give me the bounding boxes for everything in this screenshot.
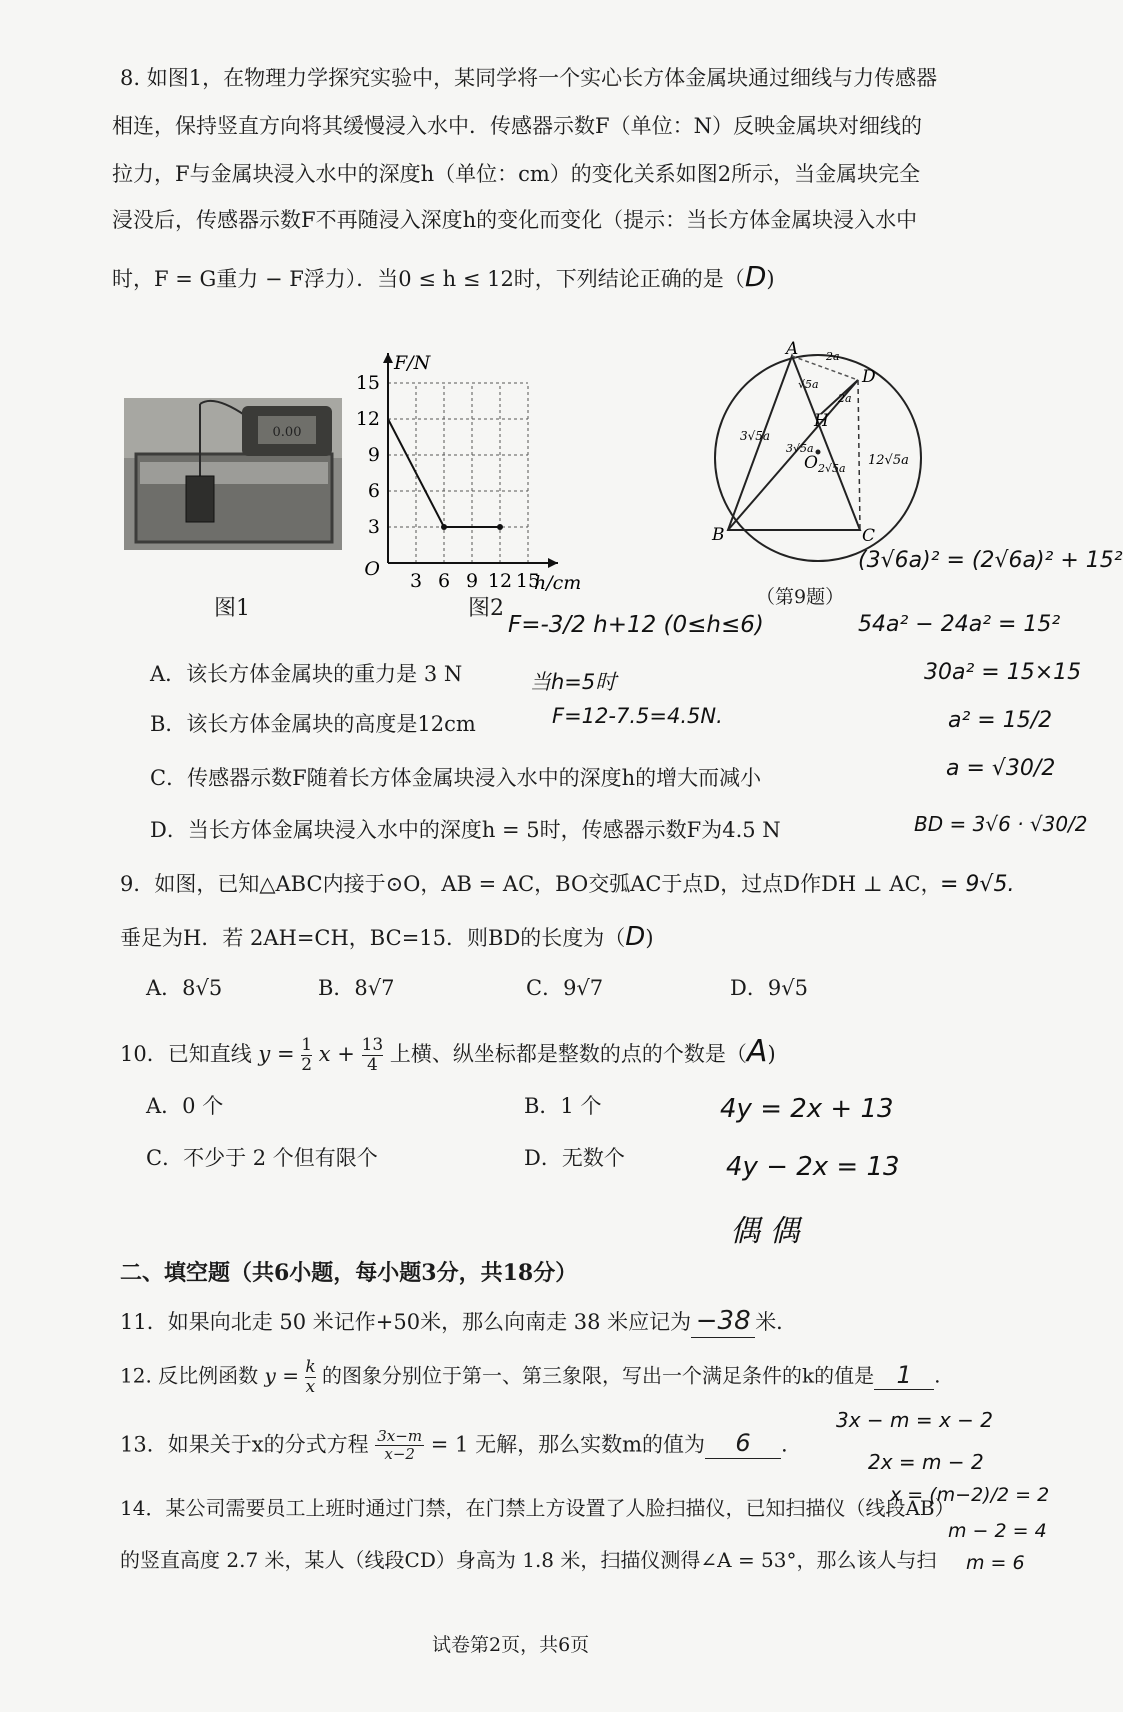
hw-q9-5: a = √30/2 [946,756,1056,781]
q9-answer: D [625,922,646,952]
q12-text-after: 的图象分别位于第一、第三象限，写出一个满足条件的k的值是 [321,1363,875,1388]
q9-line2: 垂足为H．若 2AH=CH，BC=15．则BD的长度为（D) [120,922,654,952]
q13-answer: 6 [705,1429,781,1459]
x-axis-arrow [548,558,558,568]
hw-q13-5: m = 6 [966,1552,1025,1574]
q9-stem-end: 垂足为H．若 2AH=CH，BC=15．则BD的长度为（ [120,926,626,950]
q9-figure [700,340,940,580]
q10-line: 10．已知直线 y = $\frac{1}{2}$ x + $\frac{13}{4}$ 上横、纵坐标都是整数的点的个数是（A) [120,1034,776,1075]
q11-answer: −38 [691,1306,755,1338]
q13-line [120,1428,788,1464]
q10-option-d: D．无数个 [524,1146,625,1170]
q10-eq-x: x + [318,1042,355,1066]
x-tick-label: 9 [465,570,479,592]
q12-frac [305,1358,315,1396]
hw-q9-2: 54a² − 24a² = 15² [858,612,1061,637]
q11-tail: 米． [755,1310,798,1334]
hw-q8-3: F=12-7.5=4.5N. [552,704,723,728]
page-footer: 试卷第2页，共6页 [432,1634,590,1656]
q8-answer: D [744,260,767,293]
fig1-caption: 图1 [214,596,250,621]
q10-frac1 [301,1036,312,1074]
q10-frac2 [362,1036,384,1074]
y-tick-label: 9 [367,444,380,466]
hw-q10-2: 4y − 2x = 13 [726,1152,900,1182]
q12-text-before: 12. 反比例函数 [120,1363,259,1388]
q8-option-b: B．该长方体金属块的高度是12cm [150,712,476,736]
q12-frac-num: k [305,1357,316,1377]
q12-eq-y: y = [264,1363,299,1388]
q8-option-a: A．该长方体金属块的重力是 3 N [150,662,463,686]
hw-fig-3sqrt5a-2: 3√5a [786,442,814,455]
y-tick-label: 12 [355,408,380,430]
q8-option-d: D．当长方体金属块浸入水中的深度h = 5时，传感器示数F为4.5 N [150,818,781,842]
data-point [497,524,503,530]
q12-tail: . [934,1363,941,1388]
x-tick-label: 3 [409,570,423,592]
sensor-display: 0.00 [272,425,302,440]
hw-q9-6: BD = 3√6 · √30/2 [914,812,1088,836]
y-tick-label: 15 [355,372,380,394]
label-a: A [786,339,799,359]
hw-q13-2: 2x = m − 2 [868,1450,984,1474]
hw-q9-1: (3√6a)² = (2√6a)² + 15² [858,548,1123,573]
hw-q10-1: 4y = 2x + 13 [720,1094,894,1124]
q8-line5: 时，F = G重力 − F浮力）．当0 ≤ h ≤ 12时，下列结论正确的是（D) [112,260,775,293]
hw-fig-12sqrt5a: 12√5a [868,453,909,468]
label-o: O [804,453,818,473]
x-axis-label: h/cm [534,572,582,594]
origin-label: O [364,558,380,580]
q13-tail: . [781,1432,788,1457]
q10-prefix: 10．已知直线 [120,1042,252,1066]
y-axis-arrow [383,353,393,363]
hw-fig-2sqrt5a: 2√5a [818,462,846,475]
q10-option-c: C．不少于 2 个但有限个 [146,1146,378,1170]
label-d: D [862,367,876,387]
y-axis-label: F/N [394,352,431,374]
q11-text: 11．如果向北走 50 米记作+50米，那么向南走 38 米应记为 [120,1310,692,1334]
segment-dc [858,380,860,530]
q8-line4: 浸没后，传感器示数F不再随浸入深度h的变化而变化（提示：当长方体金属块浸入水中 [112,208,918,232]
label-b: B [712,525,725,545]
q8-line1: 8. 如图1，在物理力学探究实验中，某同学将一个实心长方体金属块通过细线与力传感器 [120,66,938,90]
x-tick-label: 15 [515,570,541,592]
hw-fig-sqrt5a: √5a [798,378,819,391]
hw-fig-2a: 2a [826,350,840,363]
section2-title: 二、填空题（共6小题，每小题3分，共18分） [120,1260,578,1286]
hw-q13-4: m − 2 = 4 [948,1520,1047,1542]
hw-q8-2: 当h=5时 [530,670,617,694]
y-tick-label: 3 [367,516,380,538]
q10-frac1-num: 1 [301,1035,313,1056]
fig2-chart [348,345,628,595]
q9-option-d: D．9√5 [730,976,808,1000]
q10-option-a: A．0 个 [146,1094,224,1118]
q10-frac2-den: 4 [366,1055,378,1075]
q11-line [120,1306,797,1338]
q10-eq-y: y = [258,1042,295,1066]
q14-line2: 的竖直高度 2.7 米，某人（线段CD）身高为 1.8 米，扫描仪测得∠A = 53°，那么该人与扫 [120,1548,937,1572]
hw-q10-3: 偶 偶 [730,1214,800,1249]
q13-text-after: 无解，那么实数m的值为 [475,1432,705,1457]
q9-option-c: C．9√7 [526,976,604,1000]
q12-answer: 1 [874,1361,934,1391]
q13-frac-num: 3x−m [377,1427,423,1445]
data-point [441,524,447,530]
q10-suffix: 上横、纵坐标都是整数的点的个数是（ [389,1042,747,1066]
label-h: H [814,411,829,431]
hw-q9-7: = 9√5. [940,872,1015,897]
q9-line1: 9．如图，已知△ABC内接于⊙O，AB = AC，BO交弧AC于点D，过点D作DH ⊥ AC， [120,872,942,896]
q13-eq-rhs: = 1 [430,1432,469,1457]
q13-frac [375,1428,424,1464]
hw-q13-3: x = (m−2)/2 = 2 [890,1484,1050,1506]
fig1-photo [124,398,342,550]
q12-line [120,1358,940,1396]
q8-line3: 拉力，F与金属块浸入水中的深度h（单位：cm）的变化关系如图2所示，当金属块完全 [112,162,921,186]
q12-frac-den: x [305,1376,316,1397]
y-tick-label: 6 [367,480,380,502]
x-tick-label: 6 [437,570,451,592]
q10-frac1-den: 2 [301,1055,313,1075]
hw-fig-2a-2: 2a [838,392,852,405]
hw-q9-3: 30a² = 15×15 [924,660,1082,685]
q8-stem-end: 时，F = G重力 − F浮力）．当0 ≤ h ≤ 12时，下列结论正确的是（ [112,267,745,291]
q10-answer: A [746,1034,768,1069]
hw-q9-4: a² = 15/2 [948,708,1053,733]
hw-q13-1: 3x − m = x − 2 [836,1408,994,1432]
q8-option-c: C．传感器示数F随着长方体金属块浸入水中的深度h的增大而减小 [150,766,762,790]
q9-caption: （第9题） [756,586,845,608]
hw-fig-3sqrt5a: 3√5a [740,429,771,443]
q14-line1: 14．某公司需要员工上班时通过门禁，在门禁上方设置了人脸扫描仪，已知扫描仪（线段AB） [120,1496,955,1520]
q8-line2: 相连，保持竖直方向将其缓慢浸入水中．传感器示数F（单位：N）反映金属块对细线的 [112,114,922,138]
label-c: C [862,526,876,546]
fig2-caption: 图2 [468,596,504,621]
q13-frac-den: x−2 [384,1445,415,1464]
hw-q8-1: F=-3/2 h+12 (0≤h≤6) [508,612,764,638]
q13-text-before: 13．如果关于x的分式方程 [120,1432,369,1457]
x-tick-label: 12 [487,570,513,592]
q10-option-b: B．1 个 [524,1094,602,1118]
q9-option-b: B．8√7 [318,976,395,1000]
q10-frac2-num: 13 [361,1035,384,1056]
q9-option-a: A．8√5 [146,976,223,1000]
